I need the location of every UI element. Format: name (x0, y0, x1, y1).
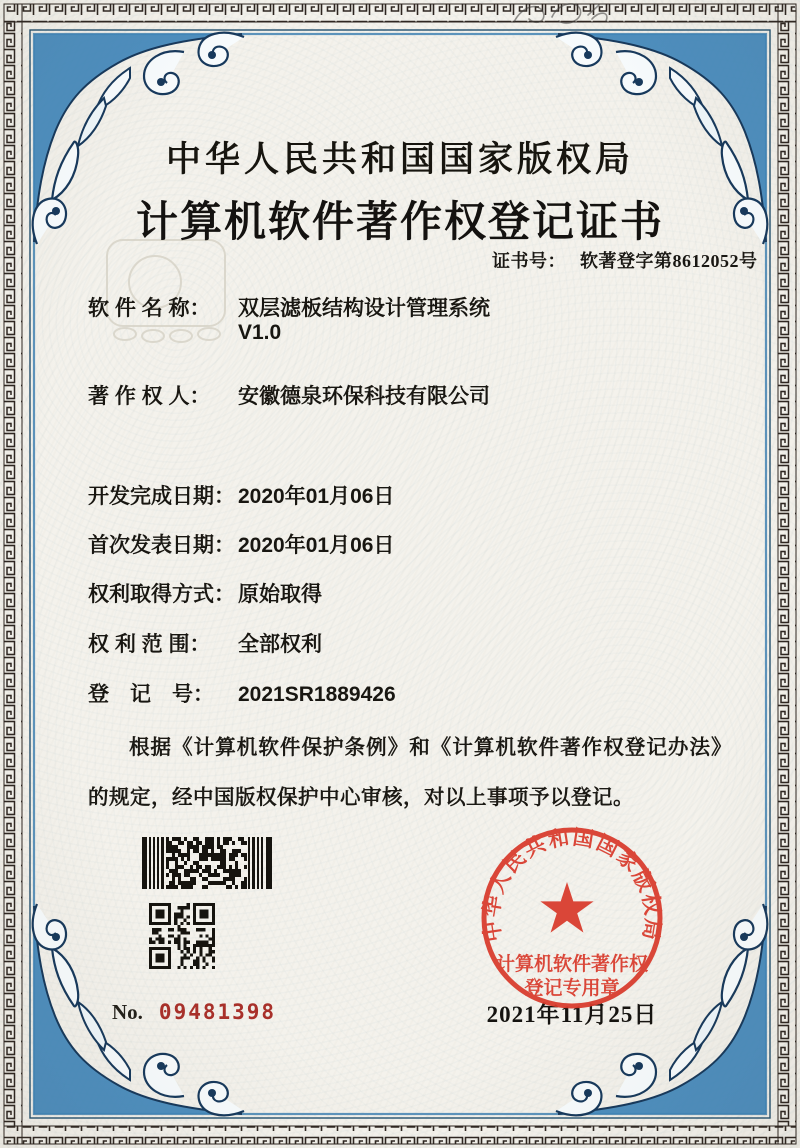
authority-title: 中华人民共和国国家版权局 (165, 140, 634, 179)
seal-line1: 计算机软件著作权 (495, 954, 649, 975)
field-label: 权利取得方式： (88, 583, 235, 606)
field-rights-acquisition (88, 578, 322, 608)
field-value: 安徽德泉环保科技有限公司 (238, 385, 490, 408)
field-label: 开发完成日期： (88, 485, 235, 508)
field-value: 2020年01月06日 (238, 485, 395, 508)
field-first-publish-date (88, 529, 394, 559)
field-value: 2021SR1889426 (238, 683, 396, 706)
field-value: 全部权利 (238, 633, 322, 656)
field-value: 双层滤板结构设计管理系统 (238, 297, 490, 320)
field-dev-complete-date (88, 480, 394, 510)
certificate-number (492, 247, 758, 273)
seal-star-icon (540, 882, 593, 933)
certificate-number-value: 软著登字第8612052号 (580, 251, 758, 271)
certificate-number-label: 证书号： (492, 251, 566, 271)
seal-arc-text: 中华人民共和国国家版权局 (479, 825, 665, 944)
svg-text:中华人民共和国国家版权局 (479, 826, 665, 944)
barcode (142, 837, 272, 889)
field-label: 权 利 范 围： (88, 633, 211, 656)
certificate-title: 计算机软件著作权登记证书 (135, 200, 664, 246)
seal-line2: 登记专用章 (524, 978, 620, 999)
serial-number (112, 1000, 276, 1025)
qr-code (149, 903, 215, 969)
seal-date: 2021年11月25日 (486, 1002, 658, 1027)
official-seal (460, 806, 684, 1030)
field-registration-number (88, 678, 396, 708)
field-software-name (88, 292, 490, 322)
field-label: 著 作 权 人： (88, 385, 211, 408)
field-rights-scope (88, 628, 322, 658)
field-software-version: V1.0 (238, 321, 282, 344)
serial-digits: 09481398 (158, 1000, 277, 1024)
field-value: 原始取得 (238, 583, 322, 606)
registration-statement: 根据《计算机软件保护条例》和《计算机软件著作权登记办法》的规定，经中国版权保护中心审核，对以上事项予以登记。 (88, 736, 732, 809)
field-label: 登 记 号： (88, 683, 214, 706)
field-copyright-owner (88, 380, 490, 410)
serial-prefix: No. (112, 1000, 143, 1024)
handwriting-mark (500, 0, 650, 30)
field-value: 2020年01月06日 (238, 534, 395, 557)
field-label: 首次发表日期： (88, 534, 235, 557)
field-label: 软 件 名 称： (88, 297, 211, 320)
